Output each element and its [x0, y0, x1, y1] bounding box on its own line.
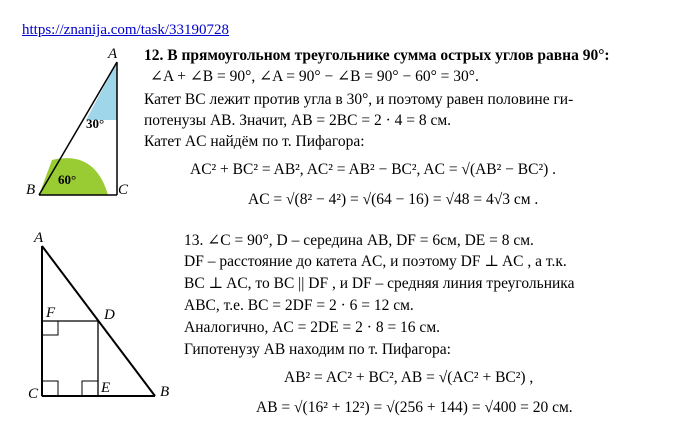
- figure2-triangle: [42, 246, 155, 396]
- p12-line-1: 12. В прямоугольном треугольнике сумма острых углов равна 90°:: [144, 47, 610, 64]
- p12-line-4: потенузы AB. Значит, AB = 2BC = 2 · 4 = 8 см.: [144, 112, 452, 129]
- fig1-label-a: A: [108, 46, 118, 62]
- angle-60-label: 60°: [58, 172, 77, 187]
- right-angle-e: [82, 381, 98, 396]
- p13-line-3: BC ⊥ AC, то BC || DF , и DF – средняя линия треугольника: [184, 275, 575, 292]
- angle-30-label: 30°: [86, 116, 105, 131]
- p12-line-6: AC² + BC² = AB², AC² = AB² − BC², AC = √(AB² − BC²) .: [190, 161, 557, 178]
- fig2-label-b: B: [160, 384, 170, 400]
- source-link[interactable]: https://znanija.com/task/33190728: [22, 22, 230, 38]
- p12-line-2: ∠A + ∠B = 90°, ∠A = 90° − ∠B = 90° − 60° = 30°.: [150, 68, 479, 85]
- p12-line-5: Катет AC найдём по т. Пифагора:: [144, 133, 365, 150]
- p13-line-4: ABC, т.е. BC = 2DF = 2 · 6 = 12 см.: [184, 297, 414, 314]
- p13-line-2: DF – расстояние до катета AC, и поэтому DF ⊥ AC , а т.к.: [184, 253, 567, 270]
- fig1-label-b: B: [26, 182, 36, 198]
- p13-line-5: Аналогично, AC = 2DE = 2 · 8 = 16 см.: [184, 319, 440, 336]
- right-angle-f: [42, 321, 58, 335]
- fig2-label-a: A: [34, 230, 44, 246]
- fig2-label-f: F: [46, 305, 56, 321]
- figure1-triangle: [39, 62, 117, 195]
- fig2-label-d: D: [104, 307, 115, 323]
- p13-line-7: AB² = AC² + BC², AB = √(AC² + BC²) ,: [284, 369, 534, 386]
- p13-line-6: Гипотенузу AB находим по т. Пифагора:: [184, 341, 451, 358]
- fig2-label-c: C: [28, 386, 39, 402]
- p12-line-3: Катет BC лежит против угла в 30°, и поэтому равен половине ги-: [144, 91, 574, 108]
- fig1-label-c: C: [118, 182, 129, 198]
- p13-line-8: AB = √(16² + 12²) = √(256 + 144) = √400 = 20 см.: [256, 399, 573, 416]
- right-angle-c: [42, 381, 58, 396]
- p12-line-7: AC = √(8² − 4²) = √(64 − 16) = √48 = 4√3 см .: [248, 191, 539, 208]
- p13-line-1: 13. ∠C = 90°, D – середина AB, DF = 6см, DE = 8 см.: [184, 232, 534, 249]
- fig2-label-e: E: [101, 380, 111, 396]
